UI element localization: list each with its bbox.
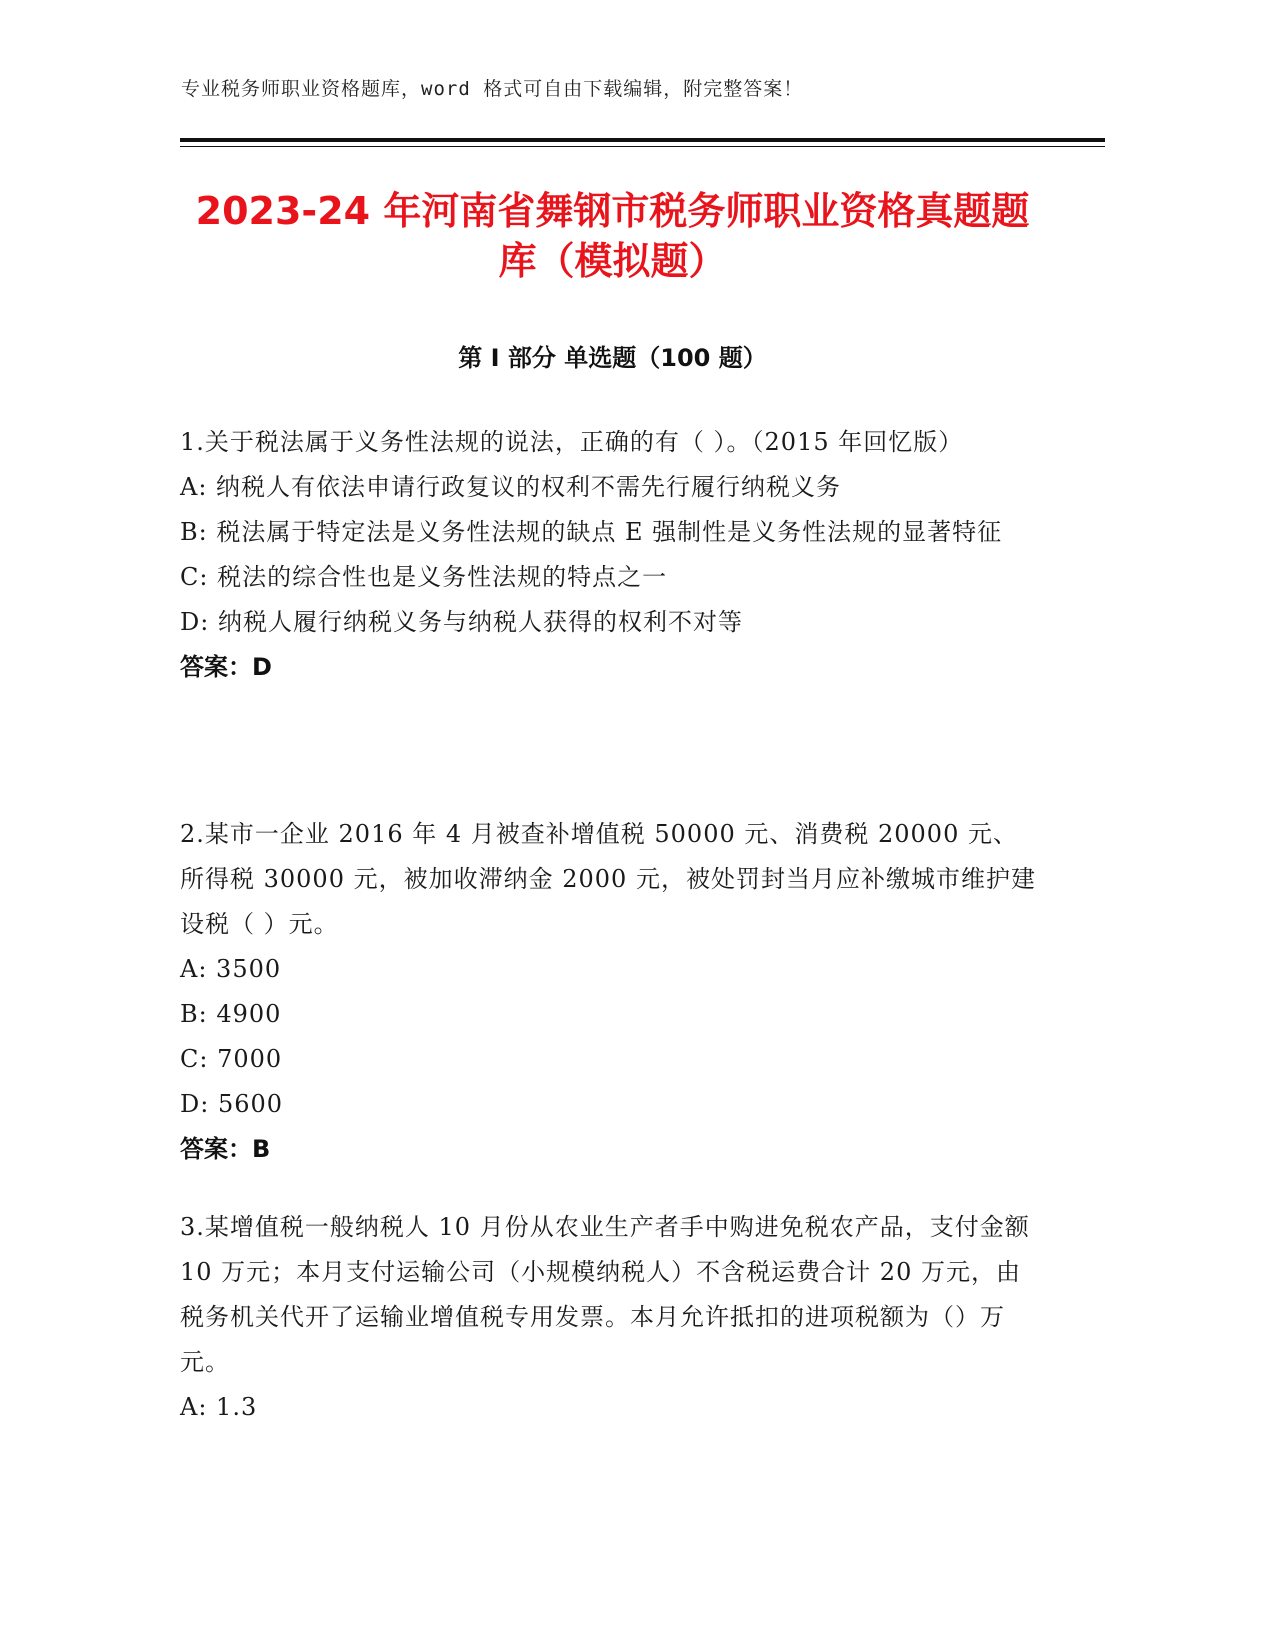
question-stem: 3.某增值税一般纳税人 10 月份从农业生产者手中购进免税农产品，支付金额 10 万元；本月支付运输公司（小规模纳税人）不含税运费合计 20 万元，由税务机关代开了运输业增值税专用发票。本月允许抵扣的进项税额为（）万元。	[180, 1213, 1030, 1376]
header-rule-thick	[180, 138, 1105, 142]
option-a: A: 3500	[180, 955, 282, 983]
answer-label: 答案：D	[180, 653, 272, 681]
option-c: C: 税法的综合性也是义务性法规的特点之一	[180, 563, 668, 591]
question-2	[180, 812, 1040, 1172]
header-note: 专业税务师职业资格题库，word 格式可自由下载编辑，附完整答案！	[181, 78, 804, 100]
header-rule-thin	[180, 146, 1105, 147]
question-1	[180, 420, 1040, 690]
option-d: D: 纳税人履行纳税义务与纳税人获得的权利不对等	[180, 608, 743, 636]
option-c: C: 7000	[180, 1045, 283, 1073]
question-stem: 1.关于税法属于义务性法规的说法，正确的有（ ）。（2015 年回忆版）	[180, 428, 964, 456]
question-stem: 2.某市一企业 2016 年 4 月被查补增值税 50000 元、消费税 20000 元、所得税 30000 元，被加收滞纳金 2000 元，被处罚封当月应补缴城市维护建设税（ ）元。	[180, 820, 1036, 938]
document-title: 2023-24 年河南省舞钢市税务师职业资格真题题库（模拟题）	[195, 189, 1030, 283]
option-b: B: 4900	[180, 1000, 282, 1028]
option-a: A: 纳税人有依法申请行政复议的权利不需先行履行纳税义务	[180, 473, 842, 501]
option-b: B: 税法属于特定法是义务性法规的缺点 E 强制性是义务性法规的显著特征	[180, 518, 1003, 546]
section-heading: 第 I 部分 单选题（100 题）	[458, 344, 767, 372]
option-d: D: 5600	[180, 1090, 284, 1118]
answer-label: 答案：B	[180, 1135, 271, 1163]
option-a: A: 1.3	[180, 1393, 258, 1421]
question-3	[180, 1205, 1040, 1430]
